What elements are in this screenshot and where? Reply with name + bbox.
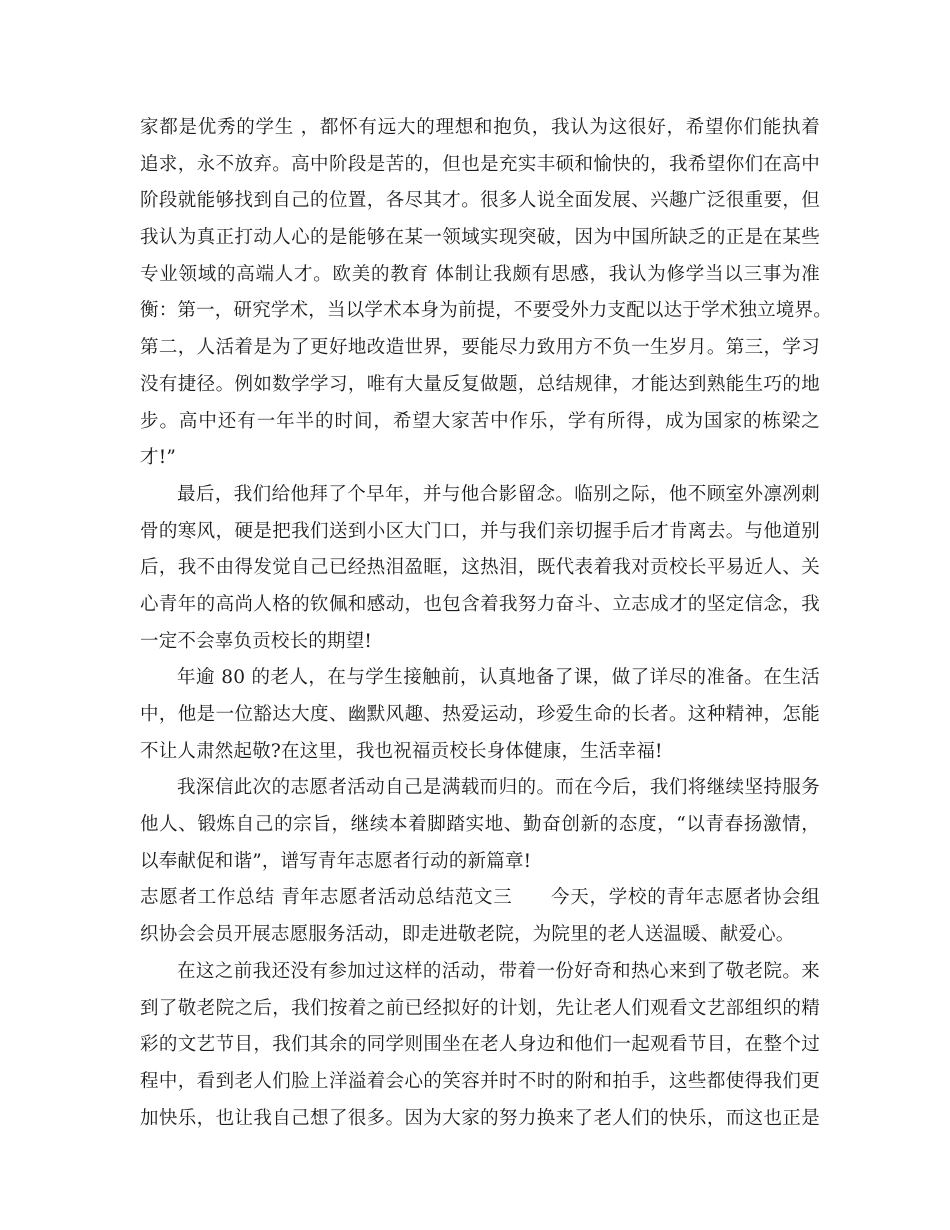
text-line: 我认为真正打动人心的是能够在某一领域实现突破，因为中国所缺乏的正是在某些 bbox=[140, 227, 820, 249]
text-line: 不让人肃然起敬?在这里，我也祝福贡校长身体健康，生活幸福! bbox=[140, 740, 663, 762]
text-line: 后，我不由得发觉自己已经热泪盈眶，这热泪，既代表着我对贡校长平易近人、关 bbox=[140, 557, 820, 579]
paragraph-first-line: 年逾 80 的老人，在与学生接触前，认真地备了课，做了详尽的准备。在生活 bbox=[177, 667, 820, 689]
text-line: 家都是优秀的学生 ，都怀有远大的理想和抱负，我认为这很好，希望你们能执着 bbox=[140, 117, 820, 138]
text-line: 加快乐，也让我自己想了很多。因为大家的努力换来了老人们的快乐，而这也正是 bbox=[140, 1107, 820, 1129]
text-line: 心青年的高尚人格的钦佩和感动，也包含着我努力奋斗、立志成才的坚定信念，我 bbox=[140, 593, 820, 615]
text-line: 第二，人活着是为了更好地改造世界，要能尽力致用方不负一生岁月。第三，学习 bbox=[140, 337, 820, 359]
text-line: 衡：第一，研究学术，当以学术本身为前提，不要受外力支配以达于学术独立境界。 bbox=[140, 300, 832, 322]
text-line: 他人、锻炼自己的宗旨，继续本着脚踏实地、勤奋创新的态度，“以青春扬激情， bbox=[140, 814, 820, 836]
document-body bbox=[140, 110, 832, 1137]
section-heading-line: 志愿者工作总结 青年志愿者活动总结范文三 今天，学校的青年志愿者协会组 bbox=[140, 887, 820, 909]
text-line: 专业领域的高端人才。欧美的教育 体制让我颇有思感，我认为修学当以三事为准 bbox=[140, 263, 820, 285]
text-line: 中，他是一位豁达大度、幽默风趣、热爱运动，珍爱生命的长者。这种精神，怎能 bbox=[140, 704, 820, 725]
text-line: 织协会会员开展志愿服务活动，即走进敬老院，为院里的老人送温暖、献爱心。 bbox=[140, 924, 795, 946]
text-line: 阶段就能够找到自己的位置，各尽其才。很多人说全面发展、兴趣广泛很重要，但 bbox=[140, 190, 820, 212]
text-line: 追求，永不放弃。高中阶段是苦的，但也是充实丰硕和愉快的，我希望你们在高中 bbox=[140, 153, 820, 175]
text-line: 以奉献促和谐”，谱写青年志愿者行动的新篇章! bbox=[140, 850, 532, 872]
text-line: 程中，看到老人们脸上洋溢着会心的笑容并时不时的附和拍手，这些都使得我们更 bbox=[140, 1070, 820, 1092]
text-line: 一定不会辜负贡校长的期望! bbox=[140, 630, 373, 652]
text-line: 到了敬老院之后，我们按着之前已经拟好的计划，先让老人们观看文艺部组织的精 bbox=[140, 997, 820, 1019]
text-line: 骨的寒风，硬是把我们送到小区大门口，并与我们亲切握手后才肯离去。与他道别 bbox=[140, 520, 820, 542]
paragraph-first-line: 在这之前我还没有参加过这样的活动，带着一份好奇和热心来到了敬老院。来 bbox=[177, 960, 820, 982]
paragraph-first-line: 最后，我们给他拜了个早年，并与他合影留念。临别之际，他不顾室外凛冽刺 bbox=[177, 483, 820, 505]
paragraph-first-line: 我深信此次的志愿者活动自己是满载而归的。而在今后，我们将继续坚持服务 bbox=[177, 777, 820, 799]
text-line: 步。高中还有一年半的时间，希望大家苦中作乐，学有所得，成为国家的栋梁之 bbox=[140, 410, 820, 432]
text-line: 没有捷径。例如数学学习，唯有大量反复做题，总结规律，才能达到熟能生巧的地 bbox=[140, 373, 820, 395]
text-line: 才!” bbox=[140, 447, 176, 469]
text-line: 彩的文艺节目，我们其余的同学则围坐在老人身边和他们一起观看节目，在整个过 bbox=[140, 1034, 820, 1056]
